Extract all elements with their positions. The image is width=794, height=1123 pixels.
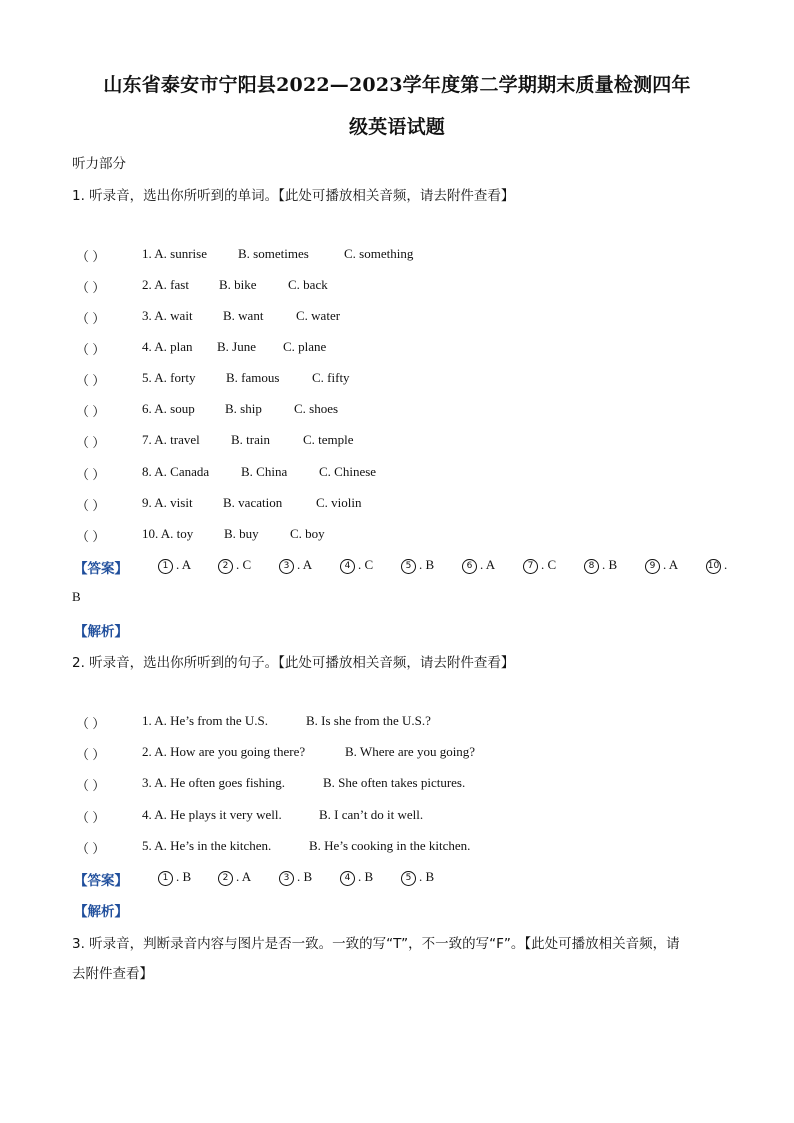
answer-number-circle: 2 — [218, 871, 233, 886]
answer-value: . C — [358, 557, 374, 572]
question-1-answer-overflow: B — [72, 589, 81, 604]
question-1-option-c: C. boy — [290, 526, 325, 541]
answer-number-circle: 6 — [462, 559, 477, 574]
answer-item — [279, 869, 312, 886]
question-1-option-c: C. fifty — [312, 370, 350, 385]
question-1-option-c: C. back — [288, 277, 328, 292]
question-2-option-a: 1. A. He’s from the U.S. — [142, 713, 269, 728]
question-1-paren: （ ） — [76, 435, 106, 450]
answer-value: . B — [419, 869, 435, 884]
answer-value: . A — [176, 557, 192, 572]
answer-number-circle: 7 — [523, 559, 538, 574]
question-1-option-a: 5. A. forty — [142, 370, 196, 385]
answer-number-circle: 4 — [340, 559, 355, 574]
question-2-option-b: B. Where are you going? — [345, 744, 476, 759]
question-2-paren: （ ） — [76, 747, 106, 762]
question-1-paren: （ ） — [76, 404, 106, 419]
answer-number-circle: 5 — [401, 559, 416, 574]
question-2-prompt: 2. 听录音，选出你所听到的句子。【此处可播放相关音频，请去附件查看】 — [72, 655, 515, 671]
question-1-paren: （ ） — [76, 373, 106, 388]
answer-number-circle: 10 — [706, 559, 721, 574]
question-1-option-c: C. shoes — [294, 401, 339, 416]
answer-item — [706, 557, 727, 574]
question-2-answer-label: 【答案】 — [74, 873, 128, 889]
answer-value: . B — [176, 869, 192, 884]
answer-item — [218, 869, 251, 886]
question-2-paren: （ ） — [76, 841, 106, 856]
question-2-paren: （ ） — [76, 778, 106, 793]
answer-number-circle: 5 — [401, 871, 416, 886]
question-2-option-b: B. He’s cooking in the kitchen. — [309, 838, 471, 853]
question-1-option-c: C. temple — [303, 432, 354, 447]
document-title-line1: 山东省泰安市宁阳县2022—2023学年度第二学期期末质量检测四年 — [103, 74, 691, 96]
question-1-paren: （ ） — [76, 498, 106, 513]
answer-value: . A — [480, 557, 496, 572]
question-2-option-a: 2. A. How are you going there? — [142, 744, 306, 759]
question-1-option-a: 4. A. plan — [142, 339, 193, 354]
answer-number-circle: 2 — [218, 559, 233, 574]
answer-value: . — [724, 557, 728, 572]
question-3-prompt-line2: 去附件查看】 — [72, 966, 153, 982]
answer-number-circle: 1 — [158, 871, 173, 886]
question-2-option-b: B. I can’t do it well. — [319, 807, 424, 822]
question-2-option-b: B. Is she from the U.S.? — [306, 713, 431, 728]
answer-item — [584, 557, 617, 574]
question-3-prompt-line1: 3. 听录音，判断录音内容与图片是否一致。一致的写“T”，不一致的写“F”。【此处可播放相关音频，请 — [72, 936, 680, 952]
question-1-paren: （ ） — [76, 467, 106, 482]
question-1-option-a: 9. A. visit — [142, 495, 193, 510]
question-1-option-b: B. China — [241, 464, 288, 479]
answer-number-circle: 3 — [279, 871, 294, 886]
answer-value: . B — [602, 557, 618, 572]
answer-value: . B — [419, 557, 435, 572]
question-2-analysis-label: 【解析】 — [74, 904, 128, 920]
question-1-option-b: B. bike — [219, 277, 257, 292]
question-1-option-a: 8. A. Canada — [142, 464, 210, 479]
question-1-option-b: B. vacation — [223, 495, 283, 510]
question-1-paren: （ ） — [76, 342, 106, 357]
question-1-paren: （ ） — [76, 311, 106, 326]
answer-item — [462, 557, 495, 574]
answer-value: . B — [358, 869, 374, 884]
question-2-option-a: 4. A. He plays it very well. — [142, 807, 282, 822]
question-1-option-b: B. want — [223, 308, 264, 323]
question-1-prompt: 1. 听录音，选出你所听到的单词。【此处可播放相关音频，请去附件查看】 — [72, 188, 515, 204]
answer-number-circle: 3 — [279, 559, 294, 574]
answer-value: . A — [297, 557, 313, 572]
answer-item — [218, 557, 251, 574]
question-1-option-c: C. water — [296, 308, 341, 323]
question-2-option-b: B. She often takes pictures. — [323, 775, 466, 790]
question-1-paren: （ ） — [76, 529, 106, 544]
answer-number-circle: 1 — [158, 559, 173, 574]
section-heading-listening: 听力部分 — [72, 156, 126, 172]
answer-value: . C — [236, 557, 252, 572]
question-1-option-b: B. June — [217, 339, 256, 354]
question-1-option-b: B. buy — [224, 526, 259, 541]
question-2-option-a: 3. A. He often goes fishing. — [142, 775, 285, 790]
question-2-option-a: 5. A. He’s in the kitchen. — [142, 838, 272, 853]
question-2-paren: （ ） — [76, 810, 106, 825]
answer-item — [401, 557, 434, 574]
answer-item — [401, 869, 434, 886]
question-1-option-a: 2. A. fast — [142, 277, 189, 292]
question-1-option-b: B. sometimes — [238, 246, 309, 261]
question-1-option-a: 3. A. wait — [142, 308, 193, 323]
question-1-option-a: 6. A. soup — [142, 401, 195, 416]
question-2-paren: （ ） — [76, 716, 106, 731]
question-1-option-b: B. famous — [226, 370, 280, 385]
question-1-option-a: 7. A. travel — [142, 432, 200, 447]
answer-item — [340, 557, 373, 574]
question-1-option-c: C. plane — [283, 339, 327, 354]
answer-value: . A — [236, 869, 252, 884]
answer-number-circle: 4 — [340, 871, 355, 886]
question-1-option-a: 1. A. sunrise — [142, 246, 207, 261]
question-1-paren: （ ） — [76, 280, 106, 295]
question-1-option-c: C. violin — [316, 495, 362, 510]
question-1-option-b: B. ship — [225, 401, 262, 416]
question-1-paren: （ ） — [76, 249, 106, 264]
answer-value: . C — [541, 557, 557, 572]
answer-number-circle: 8 — [584, 559, 599, 574]
answer-item — [279, 557, 312, 574]
answer-item — [340, 869, 373, 886]
document-title-line2: 级英语试题 — [348, 116, 445, 138]
question-1-option-a: 10. A. toy — [142, 526, 194, 541]
answer-item — [645, 557, 678, 574]
answer-item — [158, 557, 191, 574]
question-1-analysis-label: 【解析】 — [74, 624, 128, 640]
answer-value: . A — [663, 557, 679, 572]
question-1-answer-label: 【答案】 — [74, 561, 128, 577]
answer-number-circle: 9 — [645, 559, 660, 574]
question-1-option-b: B. train — [231, 432, 270, 447]
answer-item — [523, 557, 556, 574]
answer-item — [158, 869, 191, 886]
question-1-option-c: C. Chinese — [319, 464, 377, 479]
question-1-option-c: C. something — [344, 246, 414, 261]
answer-value: . B — [297, 869, 313, 884]
